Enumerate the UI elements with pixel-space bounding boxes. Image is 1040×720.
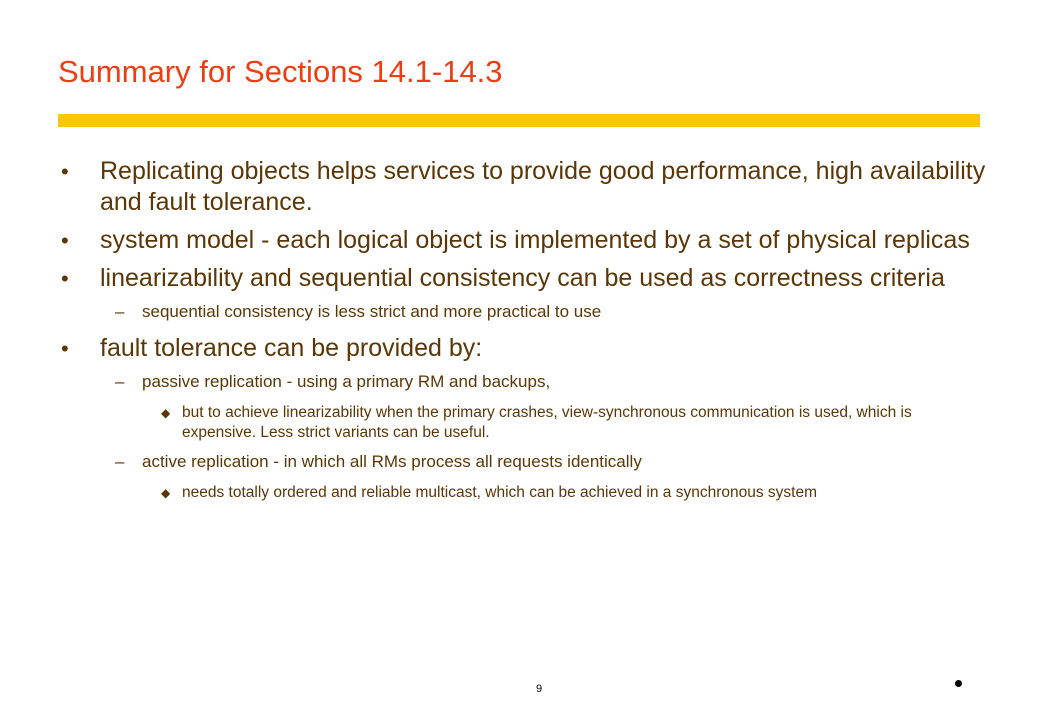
bullet-icon: • xyxy=(61,266,69,291)
sub-bullet-item xyxy=(58,371,988,393)
sub-bullet-item xyxy=(58,301,988,323)
bullet-icon: • xyxy=(61,228,69,253)
title-underline-bar xyxy=(58,114,980,127)
dash-icon: – xyxy=(115,372,125,391)
dash-icon: – xyxy=(115,302,125,321)
sub-sub-bullet-item xyxy=(58,403,988,443)
bullet-item xyxy=(58,225,988,256)
bullet-item xyxy=(58,156,988,218)
sub-sub-bullet-text: needs totally ordered and reliable multicast, which can be achieved in a synchronous system xyxy=(182,484,817,501)
bullet-text: linearizability and sequential consistency can be used as correctness criteria xyxy=(100,264,945,292)
sub-bullet-text: sequential consistency is less strict and more practical to use xyxy=(142,302,602,321)
sub-bullet-item xyxy=(58,451,988,473)
bullet-item xyxy=(58,333,988,364)
slide-title: Summary for Sections 14.1-14.3 xyxy=(58,54,503,89)
sub-sub-bullet-text: but to achieve linearizability when the primary crashes, view-synchronous communication is used, which is expensive. Less strict variants can be useful. xyxy=(182,404,912,441)
bullet-item xyxy=(58,263,988,294)
bullet-text: fault tolerance can be provided by: xyxy=(100,334,483,362)
dash-icon: – xyxy=(115,452,125,471)
sub-sub-bullet-item xyxy=(58,483,988,503)
diamond-icon: ◆ xyxy=(161,486,171,500)
bullet-icon: • xyxy=(61,336,69,361)
sub-bullet-text: passive replication - using a primary RM and backups, xyxy=(142,372,551,391)
corner-dot-icon xyxy=(955,680,962,687)
sub-bullet-text: active replication - in which all RMs process all requests identically xyxy=(142,452,642,471)
slide-content xyxy=(58,156,988,511)
diamond-icon: ◆ xyxy=(161,406,171,420)
bullet-text: system model - each logical object is implemented by a set of physical replicas xyxy=(100,226,970,254)
page-number: 9 xyxy=(536,683,543,695)
bullet-text: Replicating objects helps services to provide good performance, high availability and fault tolerance. xyxy=(100,157,986,216)
bullet-icon: • xyxy=(61,159,69,184)
